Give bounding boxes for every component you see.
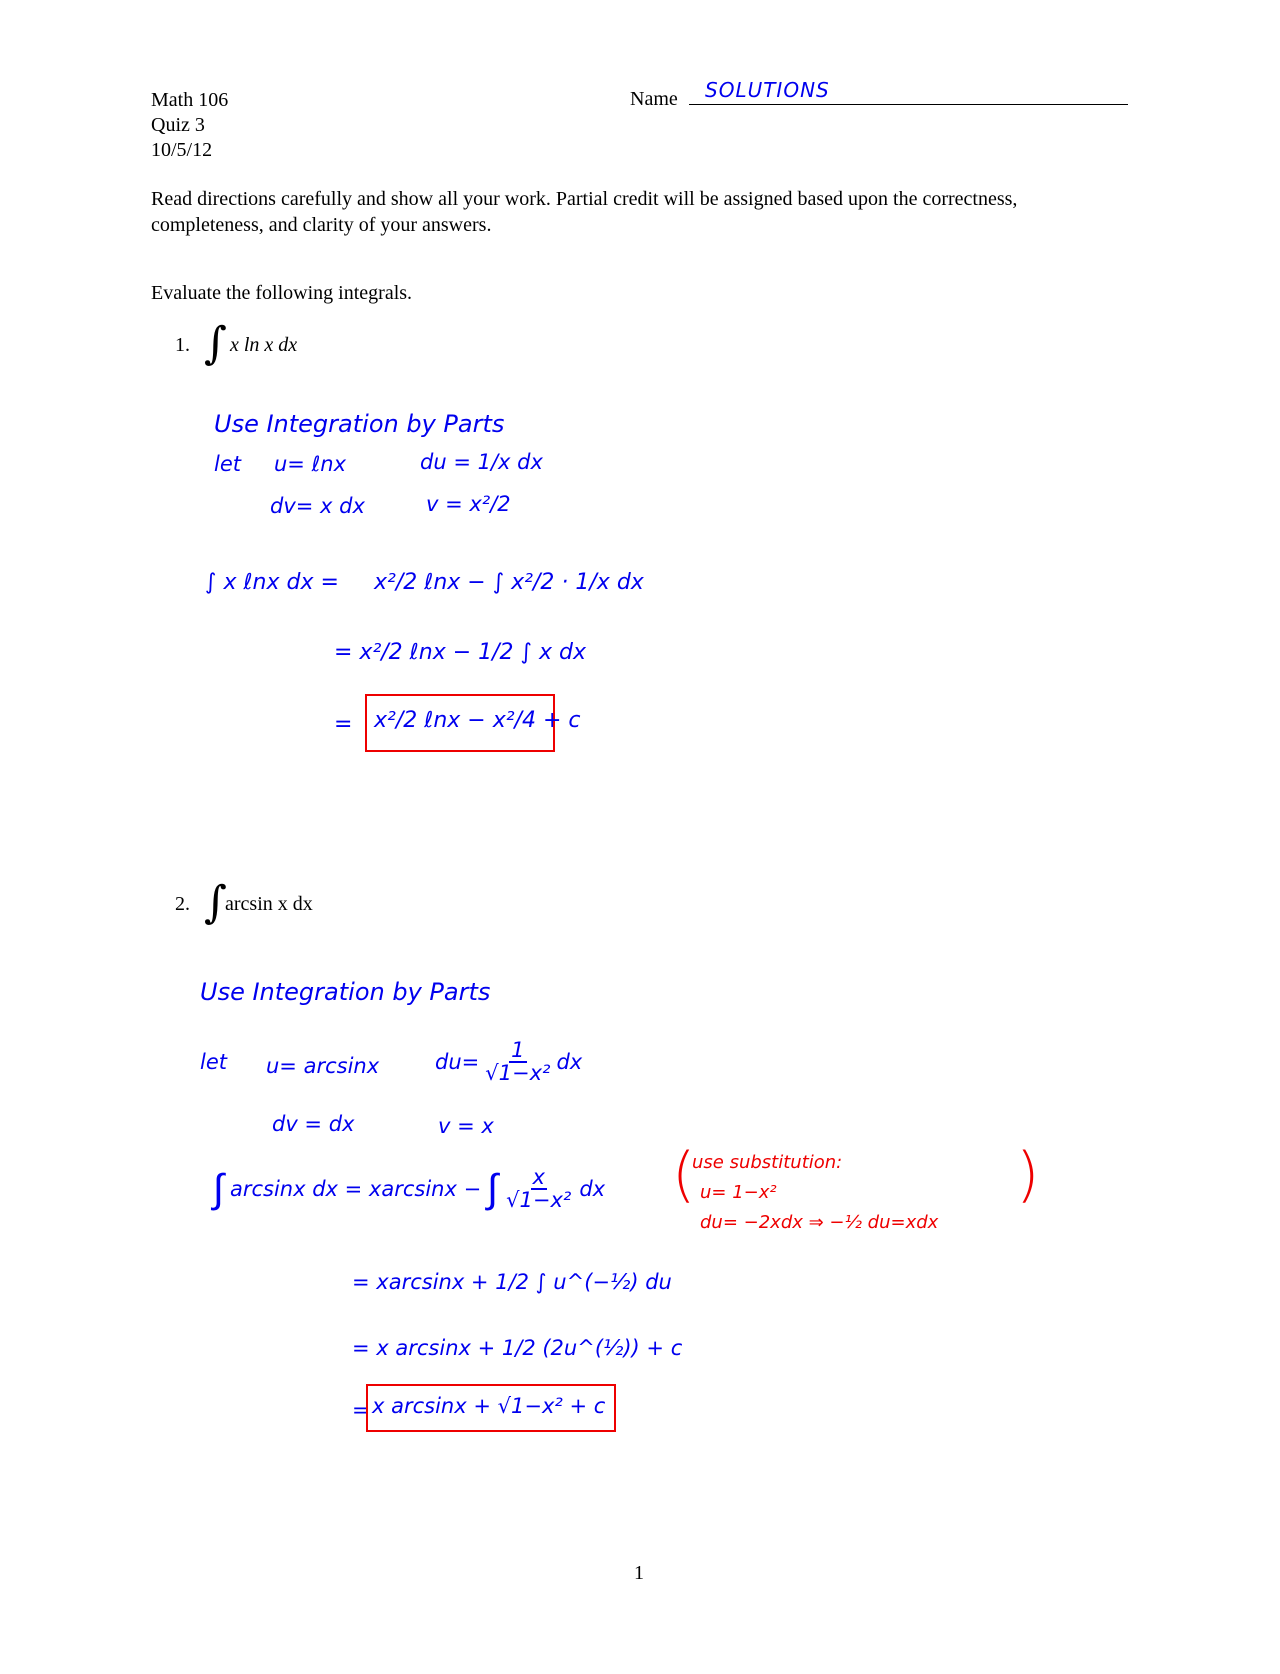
problem-1-step2: = x²/2 ℓnx − 1/2 ∫ x dx <box>334 640 586 665</box>
problem-1-u: u= ℓnx <box>274 452 346 476</box>
integral-sign: ∫ <box>487 1166 499 1212</box>
integral-sign: ∫ <box>204 877 227 928</box>
fraction <box>483 1040 552 1084</box>
integral-sign: ∫ <box>204 318 227 369</box>
problem-2-step1-lhs: arcsinx dx = xarcsinx − <box>229 1177 482 1201</box>
problem-2-step2: = xarcsinx + 1/2 ∫ u^(−½) du <box>352 1270 672 1294</box>
name-label: Name <box>630 88 678 110</box>
quiz-date: 10/5/12 <box>151 139 213 161</box>
right-paren: ) <box>1016 1140 1040 1210</box>
substitution-u: u= 1−x² <box>700 1182 777 1203</box>
fraction-numerator: 1 <box>511 1038 525 1062</box>
fraction-denominator: √1−x² <box>506 1188 572 1212</box>
problem-1-answer: x²/2 ℓnx − x²/4 + c <box>374 708 581 733</box>
problem-2-du-suffix: dx <box>556 1050 583 1074</box>
problem-1-number: 1. <box>175 334 190 356</box>
course-title: Math 106 <box>151 89 229 111</box>
quiz-number: Quiz 3 <box>151 114 205 136</box>
instruction: Evaluate the following integrals. <box>151 282 413 304</box>
directions-line-1: Read directions carefully and show all your work. Partial credit will be assigned based upon the correctness, <box>151 188 1018 210</box>
problem-2-let: let <box>200 1050 227 1074</box>
problem-1-step1-rhs: x²/2 ℓnx − ∫ x²/2 · 1/x dx <box>374 570 644 595</box>
problem-2-step3: = x arcsinx + 1/2 (2u^(½)) + c <box>352 1336 683 1360</box>
problem-1-method: Use Integration by Parts <box>214 410 505 438</box>
problem-1-v: v = x²/2 <box>426 492 511 516</box>
fraction <box>504 1167 573 1211</box>
integral-sign: ∫ <box>213 1166 224 1212</box>
problem-1-let: let <box>214 452 241 476</box>
left-paren: ( <box>672 1140 696 1210</box>
problem-2-answer-equals: = <box>352 1398 370 1422</box>
problem-2-dv: dv = dx <box>272 1112 355 1136</box>
problem-2-number: 2. <box>175 893 190 915</box>
page-number: 1 <box>634 1562 644 1584</box>
name-underline <box>689 104 1128 105</box>
problem-2-du-prefix: du= <box>435 1050 480 1074</box>
problem-2-answer: x arcsinx + √1−x² + c <box>372 1394 606 1418</box>
problem-1-du: du = 1/x dx <box>420 450 543 474</box>
problem-1-dv: dv= x dx <box>270 494 365 518</box>
problem-1-integrand: x ln x dx <box>230 334 298 356</box>
problem-2-v: v = x <box>438 1114 494 1138</box>
substitution-title: use substitution: <box>692 1152 843 1173</box>
problem-2-integrand: arcsin x dx <box>225 893 313 915</box>
fraction-denominator: √1−x² <box>485 1061 551 1085</box>
directions-line-2: completeness, and clarity of your answers. <box>151 214 492 236</box>
problem-2-du <box>435 1040 582 1084</box>
fraction-numerator: x <box>532 1165 545 1189</box>
problem-2-u: u= arcsinx <box>266 1054 380 1078</box>
problem-2-step1-suffix: dx <box>579 1177 606 1201</box>
substitution-du: du= −2xdx ⇒ −½ du=xdx <box>700 1212 939 1233</box>
name-value: SOLUTIONS <box>705 78 830 102</box>
problem-2-method: Use Integration by Parts <box>200 978 491 1006</box>
problem-1-answer-equals: = <box>334 712 353 737</box>
problem-2-step1 <box>213 1166 605 1212</box>
problem-1-step1-lhs: ∫ x ℓnx dx = <box>205 570 339 595</box>
